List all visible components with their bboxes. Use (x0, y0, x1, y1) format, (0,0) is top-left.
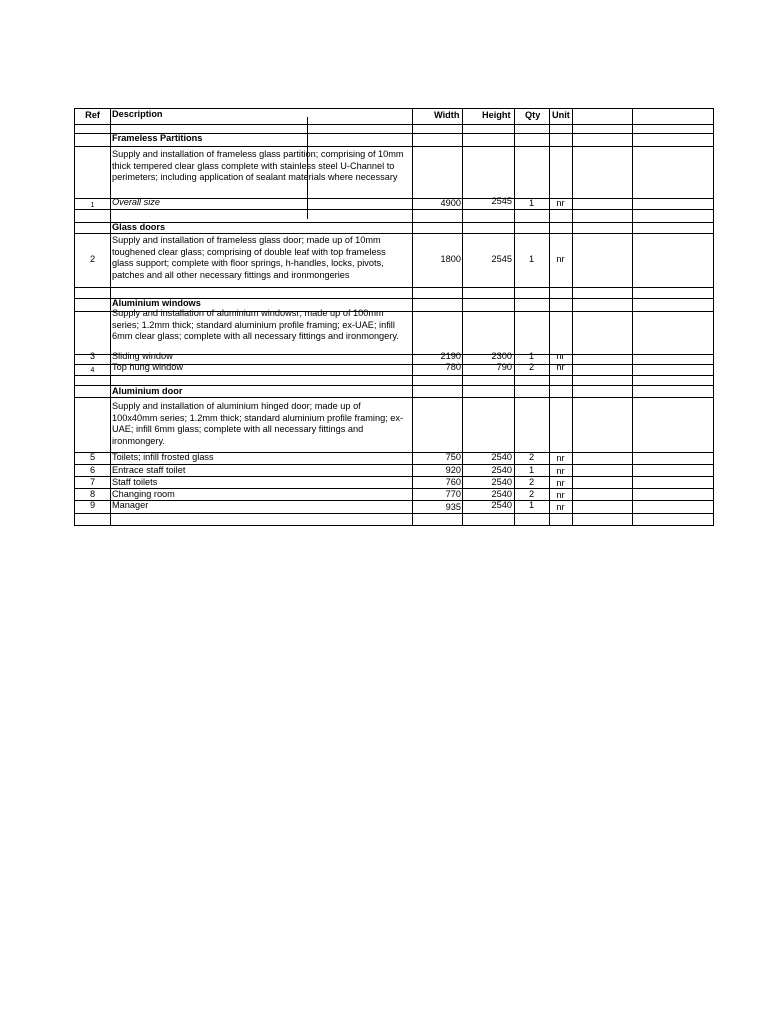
column-divider (110, 109, 111, 525)
header-description: Description (112, 109, 163, 119)
item-ref: 5 (89, 452, 96, 462)
item-qty: 1 (528, 465, 535, 475)
item-unit: nr (556, 490, 565, 500)
item-unit: nr (556, 351, 565, 361)
row-divider (75, 513, 713, 514)
item-width: 2190 (440, 351, 461, 361)
row-divider (75, 375, 713, 376)
item-unit: nr (556, 362, 565, 372)
header-height: Height (482, 110, 511, 120)
item-qty: 2 (528, 362, 535, 372)
item-width: 760 (445, 477, 461, 487)
item-width: 770 (445, 489, 461, 499)
item-height: 2540 (491, 477, 512, 487)
section-title-frameless: Frameless Partitions (112, 133, 203, 143)
header-qty: Qty (525, 110, 541, 120)
section-title-al-windows: Aluminium windows (112, 298, 201, 308)
item-height: 2540 (491, 452, 512, 462)
item-unit: nr (556, 466, 565, 476)
item-unit: nr (556, 198, 565, 208)
item-unit: nr (556, 254, 565, 264)
item-qty: 2 (528, 452, 535, 462)
stray-line (462, 111, 463, 121)
item-unit: nr (556, 478, 565, 488)
item-ref: 8 (89, 489, 96, 499)
item-qty: 1 (528, 500, 535, 510)
item-height: 2540 (491, 500, 512, 510)
item-width: 750 (445, 452, 461, 462)
item-height: 2540 (491, 465, 512, 475)
item-label: Toilets; infill frosted glass (112, 452, 214, 462)
item-ref: 7 (89, 477, 96, 487)
row-divider (75, 233, 713, 234)
item-label: Changing room (112, 489, 175, 499)
item-unit: nr (556, 453, 565, 463)
item-label: Top hung window (112, 362, 183, 372)
section-description-frameless: Supply and installation of frameless glass partition; comprising of 10mm thick tempered clear glass complete with stainless steel U-Channel to perimeters; including application of sealant materials where necessary (112, 149, 404, 182)
quantity-table (74, 108, 714, 526)
section-title-al-door: Aluminium door (112, 386, 183, 396)
column-divider (572, 109, 573, 525)
row-divider (75, 124, 713, 125)
item-ref: 2 (89, 254, 96, 264)
item-unit: nr (556, 502, 565, 512)
item-qty: 2 (528, 477, 535, 487)
item-ref: 1 (90, 202, 95, 209)
item-width: 4900 (440, 198, 461, 208)
item-label: Staff toilets (112, 477, 158, 487)
item-height: 2540 (491, 489, 512, 499)
item-width: 920 (445, 465, 461, 475)
item-qty: 2 (528, 489, 535, 499)
item-label: Entrace staff toilet (112, 465, 186, 475)
header-unit: Unit (552, 110, 570, 120)
column-divider (632, 109, 633, 525)
section-description-al-windows: Supply and installation of aluminium windowsr; made up of 100mm series; 1.2mm thick; standard aluminium profile framing; ex-UAE; infill 6mm clear glass; complete with all necessary fittings and ironmongery. (112, 308, 399, 341)
item-ref: 3 (89, 351, 96, 361)
row-divider (75, 146, 713, 147)
header-width: Width (434, 110, 460, 120)
item-label: Sliding window (112, 351, 173, 361)
item-label: Overall size (112, 197, 160, 207)
item-height: 790 (496, 362, 512, 372)
item-width: 780 (445, 362, 461, 372)
item-description: Supply and installation of frameless glass door; made up of 10mm toughened clear glass; comprising of double leaf with top frameless glass support; complete with floor springs, h-handles, locks, pivots, patches and all other necessary fittings and ironmongeries (112, 235, 386, 280)
item-height: 2300 (491, 351, 512, 361)
item-height: 2545 (491, 254, 512, 264)
item-ref: 4 (90, 367, 95, 374)
item-ref: 6 (89, 465, 96, 475)
row-divider (75, 198, 713, 199)
header-ref: Ref (85, 110, 100, 120)
item-ref: 9 (89, 500, 96, 510)
section-description-al-door: Supply and installation of aluminium hinged door; made up of 100x40mm series; 1.2mm thick; standard aluminium profile framing; ex-UAE; infill 6mm glass; complete with all necessary fittings and ironmongery. (112, 401, 404, 446)
row-divider (75, 222, 713, 223)
item-label: Manager (112, 500, 149, 510)
item-width: 935 (445, 502, 461, 512)
section-title-glass-doors: Glass doors (112, 222, 166, 232)
item-qty: 1 (528, 198, 535, 208)
item-width: 1800 (440, 254, 461, 264)
item-qty: 1 (528, 351, 535, 361)
item-height: 2545 (491, 196, 512, 206)
item-qty: 1 (528, 254, 535, 264)
row-divider (75, 209, 713, 210)
row-divider (75, 287, 713, 288)
